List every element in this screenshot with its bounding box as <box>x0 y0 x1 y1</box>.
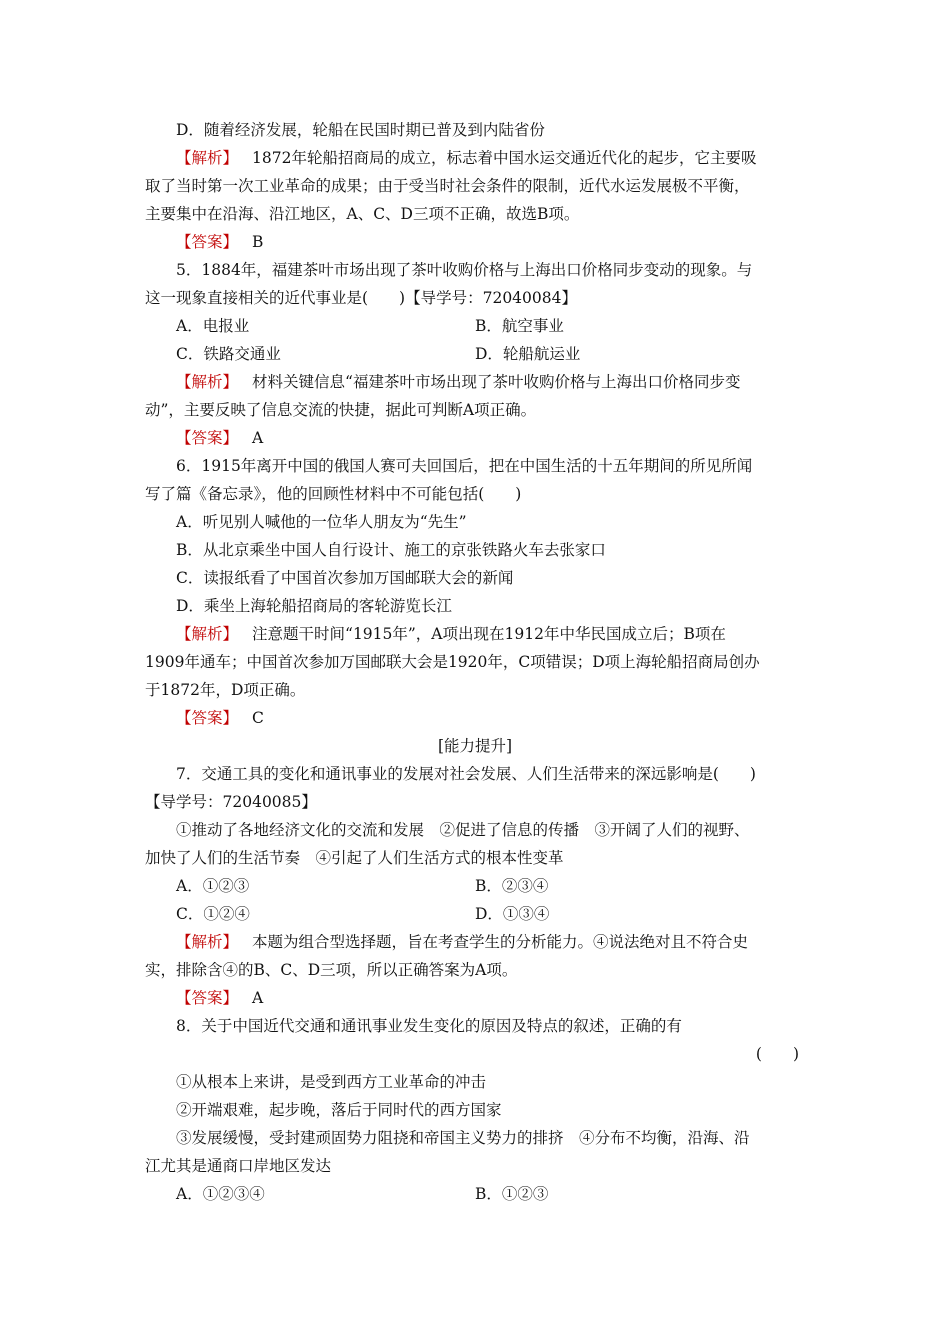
answer-value: A <box>252 989 264 1007</box>
q6-analysis-line-3: 于1872年，D项正确。 <box>145 681 306 699</box>
q6-analysis-line-1 <box>145 620 805 648</box>
q6-stem-line-1: 6．1915年离开中国的俄国人赛可夫回国后，把在中国生活的十五年期间的所见所闻 <box>176 457 753 475</box>
option-d: D．①③④ <box>475 905 550 923</box>
answer-tag: 【答案】 <box>176 429 239 447</box>
q7-analysis-line-1 <box>145 928 805 956</box>
q8-item-2: ②开端艰难，起步晚，落后于同时代的西方国家 <box>176 1101 502 1119</box>
analysis-tag: 【解析】 <box>176 625 239 643</box>
q7-options-row-2 <box>145 900 805 928</box>
q6-stem-line-2: 写了篇《备忘录》，他的回顾性材料中不可能包括( ) <box>145 485 522 503</box>
q8-options-row-1 <box>145 1180 805 1208</box>
q8-item-3-line-2: 江尤其是通商口岸地区发达 <box>145 1157 332 1175</box>
q7-items-line-1: ①推动了各地经济文化的交流和发展 ②促进了信息的传播 ③开阔了人们的视野、 <box>176 821 750 839</box>
q7-analysis-line-2: 实，排除含④的B、C、D三项，所以正确答案为A项。 <box>145 961 518 979</box>
option-a: A．①②③ <box>176 877 250 895</box>
page-content <box>145 116 805 1208</box>
q5-stem-line-2: 这一现象直接相关的近代事业是( )【导学号：72040084】 <box>145 289 577 307</box>
q6-option-b: B．从北京乘坐中国人自行设计、施工的京张铁路火车去张家口 <box>176 541 606 559</box>
analysis-text: 本题为组合型选择题，旨在考查学生的分析能力。④说法绝对且不符合史 <box>252 933 749 951</box>
answer-value: A <box>252 429 264 447</box>
option-a: A．电报业 <box>176 317 250 335</box>
answer-value: B <box>252 233 264 251</box>
q6-option-c: C．读报纸看了中国首次参加万国邮联大会的新闻 <box>176 569 514 587</box>
analysis-text: 注意题干时间“1915年”，A项出现在1912年中华民国成立后；B项在 <box>252 625 726 643</box>
q6-option-a: A．听见别人喊他的一位华人朋友为“先生” <box>176 513 467 531</box>
q6-analysis-line-2: 1909年通车；中国首次参加万国邮联大会是1920年，C项错误；D项上海轮船招商局创办 <box>145 653 760 671</box>
analysis-tag: 【解析】 <box>176 373 239 391</box>
q7-stem-line-2: 【导学号：72040085】 <box>145 793 317 811</box>
option-a: A．①②③④ <box>176 1185 265 1203</box>
option-b: B．航空事业 <box>475 317 564 335</box>
analysis-text: 材料关键信息“福建茶叶市场出现了茶叶收购价格与上海出口价格同步变 <box>252 373 741 391</box>
analysis-tag: 【解析】 <box>176 149 239 167</box>
q7-items-line-2: 加快了人们的生活节奏 ④引起了人们生活方式的根本性变革 <box>145 849 564 867</box>
option-c: C．铁路交通业 <box>176 345 281 363</box>
option-d: D．轮船航运业 <box>475 345 581 363</box>
q5-stem-line-1: 5．1884年，福建茶叶市场出现了茶叶收购价格与上海出口价格同步变动的现象。与 <box>176 261 753 279</box>
q4-analysis-line-1 <box>145 144 805 172</box>
q4-analysis-line-2: 取了当时第一次工业革命的成果；由于受当时社会条件的限制，近代水运发展极不平衡， <box>145 177 750 195</box>
option-b: B．②③④ <box>475 877 549 895</box>
q8-answer-paren: ( ) <box>755 1045 799 1063</box>
q7-options-row-1 <box>145 872 805 900</box>
q6-option-d: D．乘坐上海轮船招商局的客轮游览长江 <box>176 597 452 615</box>
answer-tag: 【答案】 <box>176 989 239 1007</box>
q4-option-d: D．随着经济发展，轮船在民国时期已普及到内陆省份 <box>176 121 545 139</box>
analysis-tag: 【解析】 <box>176 933 239 951</box>
option-b: B．①②③ <box>475 1185 549 1203</box>
q7-answer <box>145 984 805 1012</box>
answer-tag: 【答案】 <box>176 709 239 727</box>
option-c: C．①②④ <box>176 905 250 923</box>
q5-options-row-2 <box>145 340 805 368</box>
section-title: [能力提升] <box>437 737 513 755</box>
q7-stem-line-1: 7．交通工具的变化和通讯事业的发展对社会发展、人们生活带来的深远影响是( ) <box>176 765 756 783</box>
q6-answer <box>145 704 805 732</box>
q5-analysis-line-1 <box>145 368 805 396</box>
analysis-text: 1872年轮船招商局的成立，标志着中国水运交通近代化的起步，它主要吸 <box>252 149 757 167</box>
answer-value: C <box>252 709 264 727</box>
q8-item-3-line-1: ③发展缓慢，受封建顽固势力阻挠和帝国主义势力的排挤 ④分布不均衡，沿海、沿 <box>176 1129 750 1147</box>
q5-analysis-line-2: 动”，主要反映了信息交流的快捷，据此可判断A项正确。 <box>145 401 537 419</box>
q4-analysis-line-3: 主要集中在沿海、沿江地区，A、C、D三项不正确，故选B项。 <box>145 205 580 223</box>
answer-tag: 【答案】 <box>176 233 239 251</box>
q8-stem: 8．关于中国近代交通和通讯事业发生变化的原因及特点的叙述，正确的有 <box>176 1017 682 1035</box>
q5-answer <box>145 424 805 452</box>
q4-answer <box>145 228 805 256</box>
q5-options-row-1 <box>145 312 805 340</box>
q8-item-1: ①从根本上来讲，是受到西方工业革命的冲击 <box>176 1073 487 1091</box>
